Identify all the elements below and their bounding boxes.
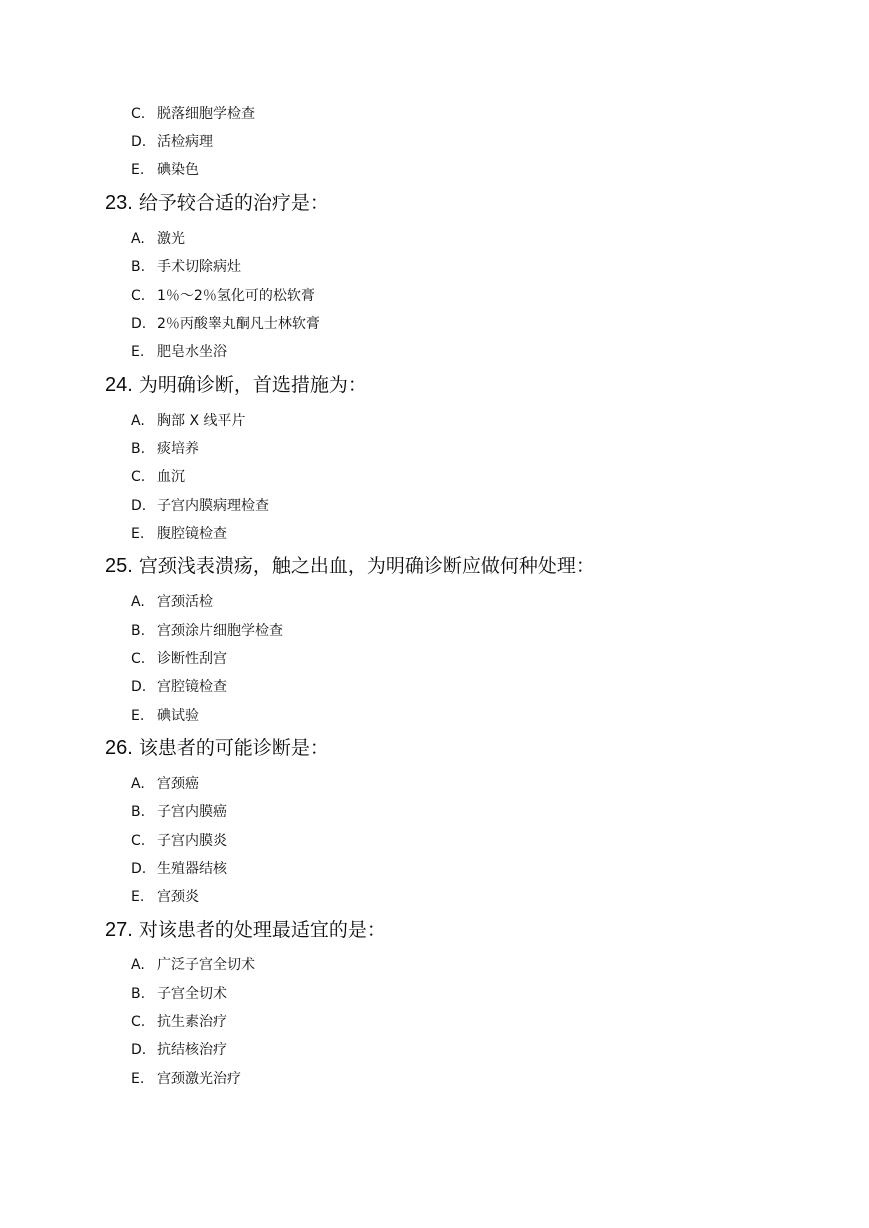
option-letter: A. <box>131 594 145 610</box>
option-text: 脱落细胞学检查 <box>157 106 255 122</box>
option-letter: B. <box>131 259 146 275</box>
option-item <box>131 497 269 515</box>
option-text: 子宫内膜癌 <box>157 804 227 820</box>
option-text: 宫颈癌 <box>157 776 199 792</box>
option-item <box>131 258 241 276</box>
option-letter: A. <box>131 776 145 792</box>
option-text: 活检病理 <box>157 134 213 150</box>
option-text: 抗生素治疗 <box>157 1014 227 1030</box>
option-letter: B. <box>131 441 146 457</box>
option-item <box>131 775 199 793</box>
option-letter: E. <box>131 526 145 542</box>
option-text: 激光 <box>157 231 185 247</box>
option-letter: D. <box>131 316 147 332</box>
option-item <box>131 1041 227 1059</box>
question-heading <box>105 736 329 760</box>
option-text: 痰培养 <box>157 441 199 457</box>
option-item <box>131 315 320 333</box>
option-text: 生殖器结核 <box>157 861 227 877</box>
question-heading <box>105 918 386 942</box>
option-item <box>131 1013 227 1031</box>
option-letter: D. <box>131 498 147 514</box>
option-text: 血沉 <box>157 469 185 485</box>
option-item <box>131 860 227 878</box>
option-text: 碘试验 <box>157 708 199 724</box>
question-text: 该患者的可能诊断是： <box>138 737 329 759</box>
option-letter: C. <box>131 833 146 849</box>
question-heading <box>105 554 595 578</box>
question-number: 24. <box>105 374 133 396</box>
option-letter: C. <box>131 469 146 485</box>
option-item <box>131 832 227 850</box>
option-item <box>131 1070 241 1088</box>
option-text: 广泛子宫全切术 <box>157 957 255 973</box>
option-item <box>131 105 255 123</box>
option-item <box>131 468 185 486</box>
option-item <box>131 133 213 151</box>
option-text: 子宫内膜炎 <box>157 833 227 849</box>
question-text: 对该患者的处理最适宜的是： <box>138 919 386 941</box>
option-text: 诊断性刮宫 <box>157 651 227 667</box>
option-item <box>131 525 227 543</box>
option-text: 肥皂水坐浴 <box>157 344 227 360</box>
option-item <box>131 593 213 611</box>
option-letter: A. <box>131 413 145 429</box>
option-item <box>131 803 227 821</box>
question-number: 26. <box>105 737 133 759</box>
question-text: 宫颈浅表溃疡，触之出血，为明确诊断应做何种处理： <box>138 555 595 577</box>
option-text: 1％～2％氢化可的松软膏 <box>157 288 315 304</box>
option-item <box>131 707 199 725</box>
question-heading <box>105 191 329 215</box>
option-text: 2％丙酸睾丸酮凡士林软膏 <box>157 316 320 332</box>
option-text: 腹腔镜检查 <box>157 526 227 542</box>
option-letter: D. <box>131 679 147 695</box>
option-letter: D. <box>131 134 147 150</box>
option-letter: B. <box>131 804 146 820</box>
option-letter: D. <box>131 861 147 877</box>
option-item <box>131 622 283 640</box>
option-letter: B. <box>131 623 146 639</box>
option-letter: E. <box>131 344 145 360</box>
option-text: 手术切除病灶 <box>157 259 241 275</box>
option-letter: D. <box>131 1042 147 1058</box>
option-item <box>131 287 315 305</box>
option-text: 宫颈涂片细胞学检查 <box>157 623 283 639</box>
option-text: 宫颈炎 <box>157 889 199 905</box>
option-text: 宫颈活检 <box>157 594 213 610</box>
option-letter: C. <box>131 106 146 122</box>
option-letter: B. <box>131 986 146 1002</box>
question-number: 23. <box>105 192 133 214</box>
question-text: 为明确诊断，首选措施为： <box>138 374 367 396</box>
option-text: 胸部 X 线平片 <box>157 413 246 429</box>
option-text: 碘染色 <box>157 162 199 178</box>
option-letter: E. <box>131 708 145 724</box>
option-item <box>131 440 199 458</box>
option-letter: A. <box>131 231 145 247</box>
option-item <box>131 678 227 696</box>
option-text: 宫腔镜检查 <box>157 679 227 695</box>
question-number: 25. <box>105 555 133 577</box>
option-letter: E. <box>131 162 145 178</box>
option-letter: E. <box>131 1071 145 1087</box>
option-letter: C. <box>131 651 146 667</box>
option-item <box>131 956 255 974</box>
option-item <box>131 985 227 1003</box>
option-text: 抗结核治疗 <box>157 1042 227 1058</box>
option-letter: A. <box>131 957 145 973</box>
option-letter: C. <box>131 1014 146 1030</box>
option-text: 宫颈激光治疗 <box>157 1071 241 1087</box>
option-item <box>131 888 199 906</box>
option-item <box>131 343 227 361</box>
option-item <box>131 230 185 248</box>
option-letter: C. <box>131 288 146 304</box>
option-item <box>131 650 227 668</box>
option-item <box>131 161 199 179</box>
option-letter: E. <box>131 889 145 905</box>
option-text: 子宫全切术 <box>157 986 227 1002</box>
question-text: 给予较合适的治疗是： <box>138 192 329 214</box>
question-heading <box>105 373 367 397</box>
option-text: 子宫内膜病理检查 <box>157 498 269 514</box>
option-item <box>131 412 246 430</box>
question-number: 27. <box>105 919 133 941</box>
